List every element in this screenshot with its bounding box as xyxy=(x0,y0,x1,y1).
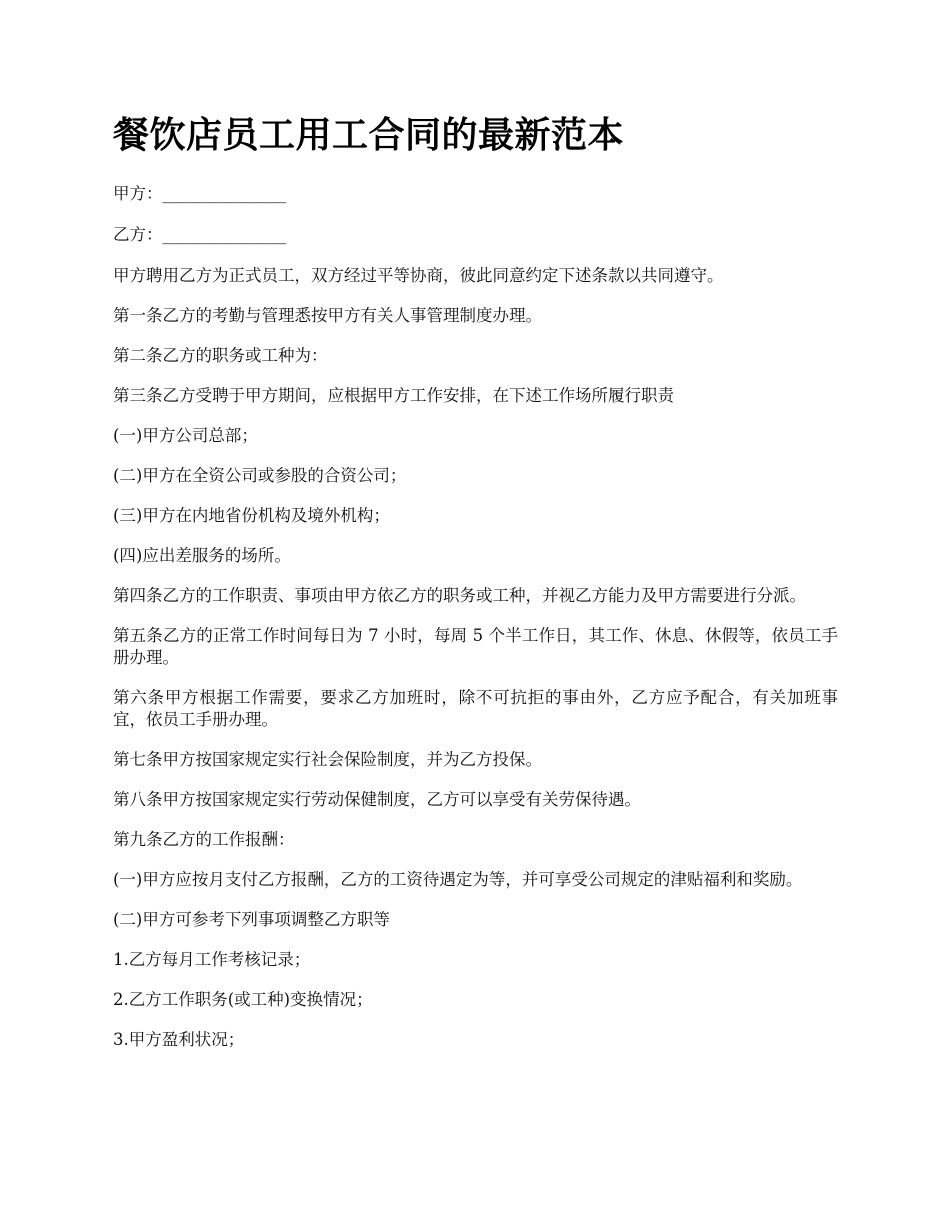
article-5: 第五条乙方的正常工作时间每日为 7 小时，每周 5 个半工作日，其工作、休息、休假等，依员工手册办理。 xyxy=(113,626,838,667)
article-3: 第三条乙方受聘于甲方期间，应根据甲方工作安排，在下述工作场所履行职责 xyxy=(113,386,674,405)
article-9-item-2: (二)甲方可参考下列事项调整乙方职等 xyxy=(113,910,390,929)
article-4: 第四条乙方的工作职责、事项由甲方依乙方的职务或工种，并视乙方能力及甲方需要进行分派。 xyxy=(113,586,806,605)
article-7: 第七条甲方按国家规定实行社会保险制度，并为乙方投保。 xyxy=(113,750,542,769)
article-3-item-4: (四)应出差服务的场所。 xyxy=(113,546,291,565)
article-8: 第八条甲方按国家规定实行劳动保健制度，乙方可以享受有关劳保待遇。 xyxy=(113,790,641,809)
adjustment-factor-3: 3.甲方盈利状况； xyxy=(113,1030,245,1049)
article-9-item-1: (一)甲方应按月支付乙方报酬，乙方的工资待遇定为等，并可享受公司规定的津贴福利和奖励。 xyxy=(113,870,803,889)
article-2: 第二条乙方的职务或工种为： xyxy=(113,346,328,365)
article-3-item-1: (一)甲方公司总部； xyxy=(113,426,258,445)
party-b-line: 乙方：_______________ xyxy=(113,225,287,244)
adjustment-factor-2: 2.乙方工作职务(或工种)变换情况； xyxy=(113,990,373,1009)
article-9: 第九条乙方的工作报酬： xyxy=(113,830,295,849)
article-6: 第六条甲方根据工作需要，要求乙方加班时，除不可抗拒的事由外，乙方应予配合，有关加班事宜，依员工手册办理。 xyxy=(113,688,838,729)
document-title: 餐饮店员工用工合同的最新范本 xyxy=(113,114,625,156)
article-3-item-2: (二)甲方在全资公司或参股的合资公司； xyxy=(113,466,407,485)
contract-preamble: 甲方聘用乙方为正式员工，双方经过平等协商，彼此同意约定下述条款以共同遵守。 xyxy=(113,266,724,285)
article-1: 第一条乙方的考勤与管理悉按甲方有关人事管理制度办理。 xyxy=(113,306,542,325)
party-a-line: 甲方：_______________ xyxy=(113,184,287,203)
adjustment-factor-1: 1.乙方每月工作考核记录； xyxy=(113,950,311,969)
article-3-item-3: (三)甲方在内地省份机构及境外机构； xyxy=(113,506,390,525)
